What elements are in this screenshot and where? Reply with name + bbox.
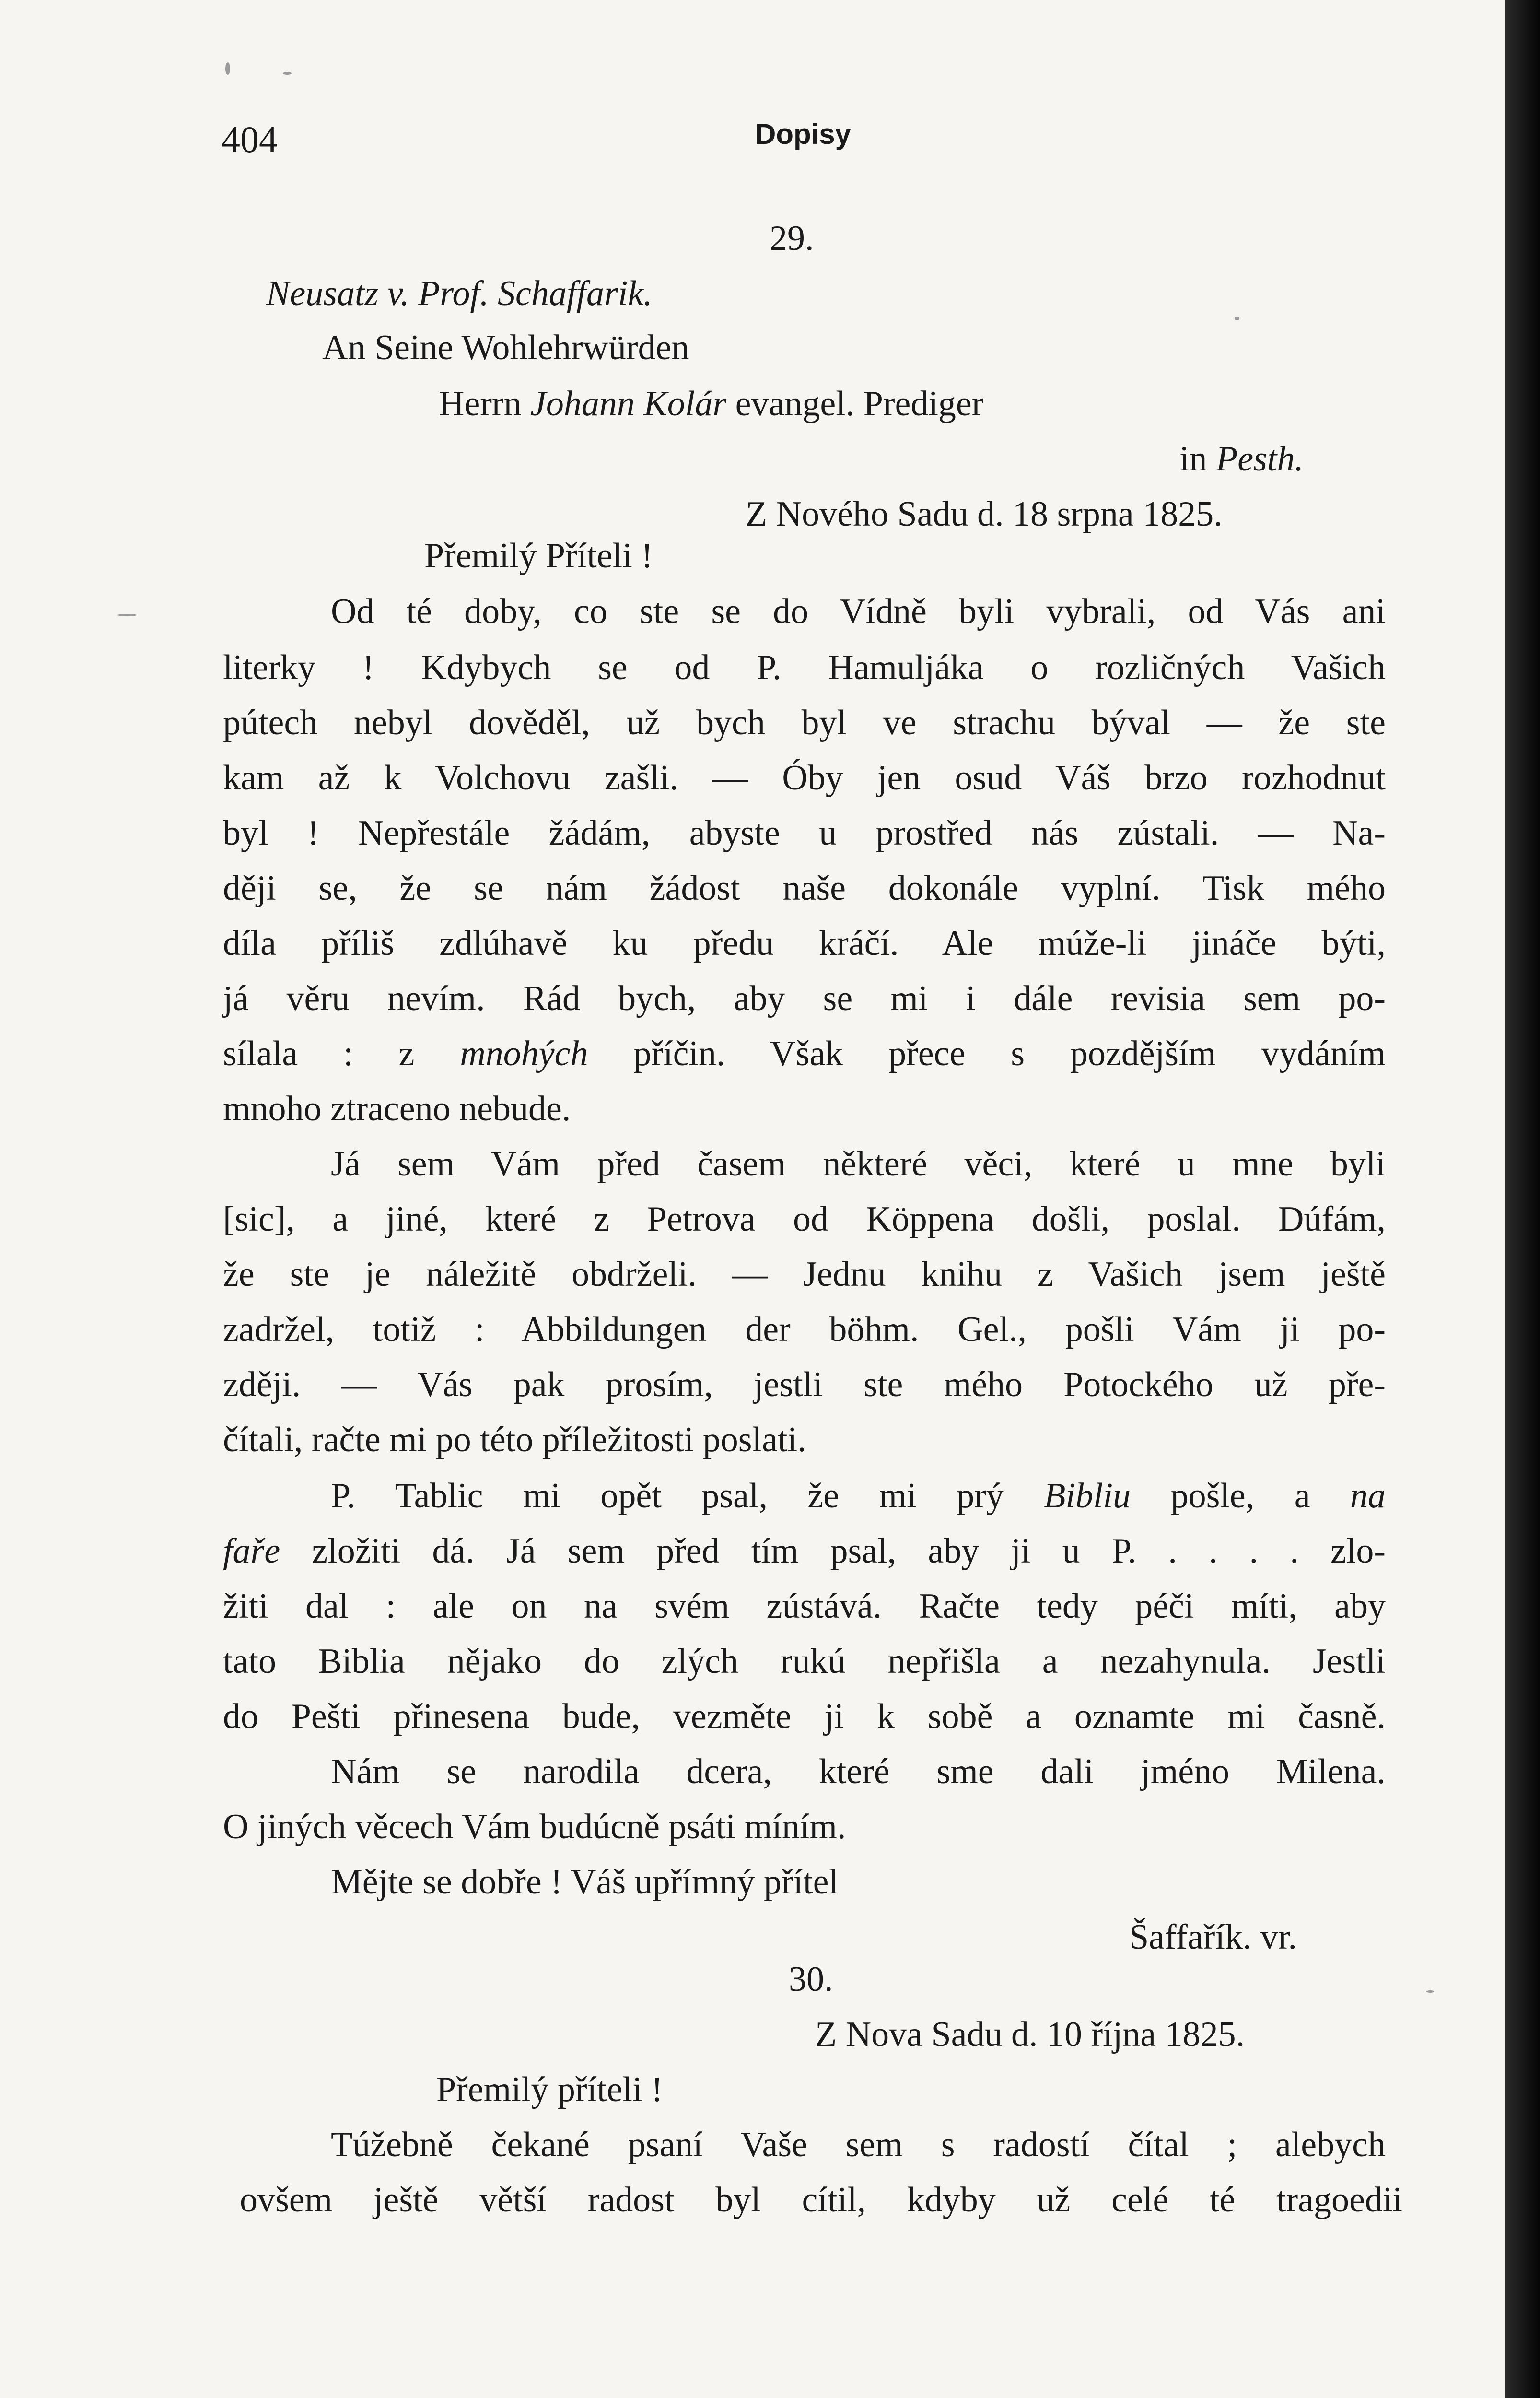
text-line: do Pešti přinesena bude, vezměte ji k sobě a oznamte mi časně. [223,1697,1386,1736]
letter-sender: Neusatz v. Prof. Schaffarik. [266,274,653,313]
text-line: Túžebně čekané psaní Vaše sem s radostí čítal ; alebych [331,2125,1386,2164]
text-line: tato Biblia nějako do zlých rukú nepřišla a nezahynula. Jestli [223,1642,1386,1681]
address-line [439,386,983,422]
text-line: že ste je náležitě obdrželi. — Jednu knihu z Vašich jsem ještě [223,1255,1386,1294]
italic-word: mnohých [460,1034,588,1073]
text-line: zadržel, totiž : Abbildungen der böhm. Gel., pošli Vám ji po- [223,1310,1386,1349]
scan-speck [117,614,137,616]
italic-word: faře [223,1531,280,1571]
text-line [223,1036,1386,1071]
text-line: ději se, že se nám žádost naše dokonále vyplní. Tisk mého [223,869,1386,908]
recipient-place: Pesth. [1216,439,1304,479]
text-line: já věru nevím. Rád bych, aby se mi i dále revisia sem po- [223,979,1386,1018]
text-span: sílala : z [223,1034,415,1073]
page-edge-shadow [1505,0,1540,2398]
address-line [1179,441,1304,477]
text-line: O jiných věcech Vám budúcně psáti míním. [223,1807,846,1846]
scan-speck [225,62,230,75]
text-line: mnoho ztraceno nebude. [223,1089,571,1128]
text-line: kam až k Volchovu zašli. — Óby jen osud Váš brzo rozhodnut [223,758,1386,798]
address-text: Herrn [439,384,522,423]
text-line: žiti dal : ale on na svém zústává. Račte tedy péči míti, aby [223,1587,1386,1626]
letter-date: Z Nového Sadu d. 18 srpna 1825. [746,494,1223,534]
text-line: zději. — Vás pak prosím, jestli ste mého Potockého už pře- [223,1365,1386,1404]
letter-number: 30. [789,1960,833,1999]
text-line: Já sem Vám před časem některé věci, které u mne byli [331,1144,1386,1184]
text-line: byl ! Nepřestále žádám, abyste u prostřed nás zústali. — Na- [223,813,1386,853]
text-line: Nám se narodila dcera, které sme dali jméno Milena. [331,1752,1386,1791]
salutation: Přemilý příteli ! [436,2070,663,2109]
text-line: ovšem ještě větší radost byl cítil, kdyby už celé té tragoedii [240,2180,1402,2220]
text-line: pútech nebyl dověděl, už bych byl ve strachu býval — že ste [223,703,1386,742]
page-number: 404 [222,118,278,160]
salutation: Přemilý Příteli ! [424,536,653,576]
text-line: díla příliš zdlúhavě ku předu kráčí. Ale múže-li jináče býti, [223,924,1386,963]
text-span: pošle, a [1170,1476,1310,1516]
letter-date: Z Nova Sadu d. 10 října 1825. [815,2015,1245,2054]
address-text: evangel. Prediger [735,384,984,423]
text-line [223,1533,1386,1569]
text-line: Od té doby, co ste se do Vídně byli vybrali, od Vás ani [331,592,1386,631]
address-text: in [1179,439,1207,479]
text-line: čítali, račte mi po této příležitosti poslati. [223,1420,806,1459]
recipient-name: Johann Kolár [530,384,727,423]
text-span: příčin. Však přece s pozdějším vydáním [633,1034,1386,1073]
running-head: Dopisy [755,118,852,150]
scan-speck [283,72,292,75]
text-line: literky ! Kdybych se od P. Hamuljáka o rozličných Vašich [223,648,1386,687]
italic-word: na [1350,1476,1386,1516]
closing: Mějte se dobře ! Váš upřímný přítel [331,1862,839,1902]
letter-number: 29. [770,219,814,258]
text-line: [sic], a jiné, které z Petrova od Köppena došli, poslal. Dúfám, [223,1199,1386,1239]
text-line [331,1478,1386,1514]
scan-speck [1426,1990,1434,1993]
text-span: P. Tablic mi opět psal, že mi prý [331,1476,1004,1516]
scan-speck [1235,317,1239,320]
text-span: zložiti dá. Já sem před tím psal, aby ji u P. . . . . zlo- [312,1531,1386,1571]
address-line: An Seine Wohlehrwürden [322,328,689,367]
italic-word: Bibliu [1044,1476,1131,1516]
signature: Šaffařík. vr. [1129,1917,1297,1957]
